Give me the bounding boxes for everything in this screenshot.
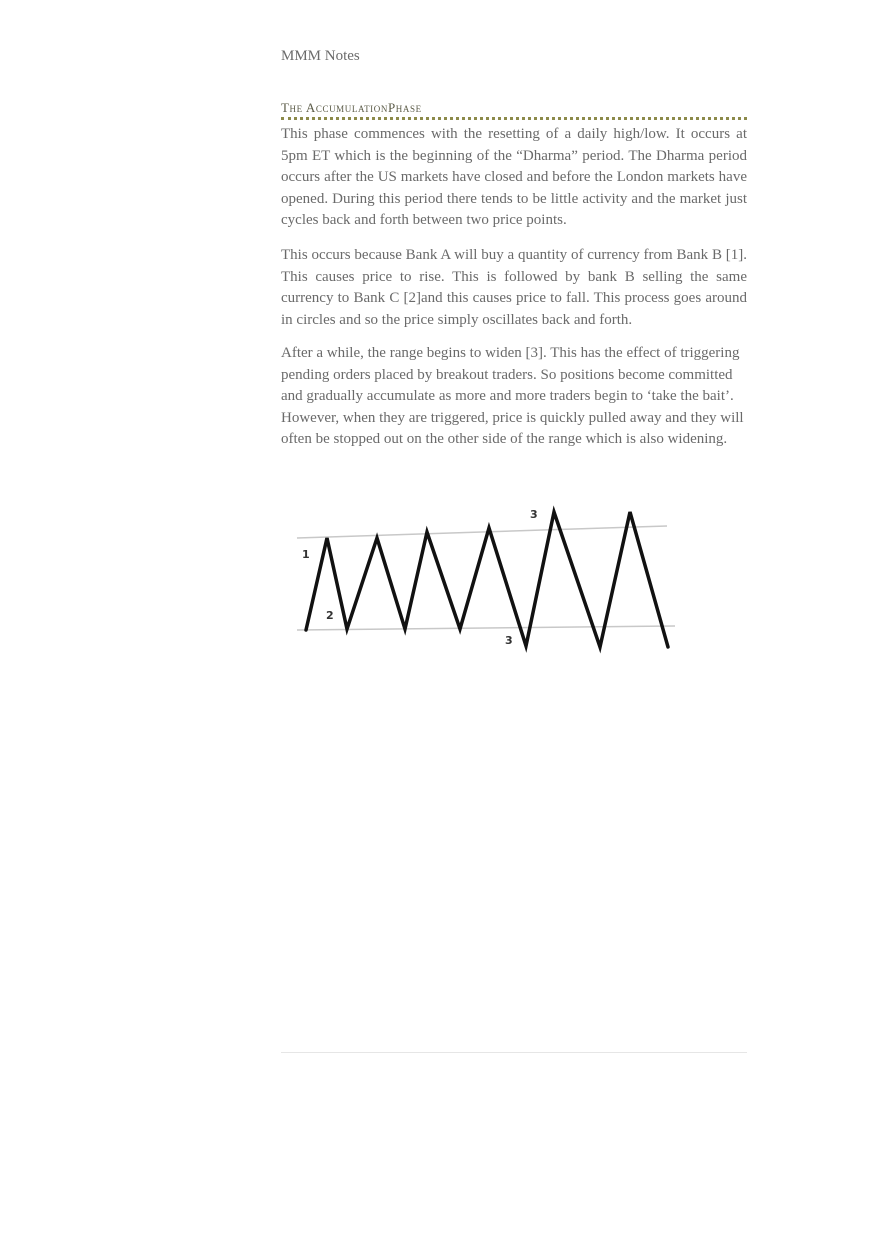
accumulation-zigzag-diagram [292,502,682,657]
label-point-3-bottom: 3 [505,634,513,647]
page-header-title: MMM Notes [281,48,360,64]
section-heading: The AccumulationPhase [281,100,747,120]
lower-range-line [297,626,675,630]
upper-range-line [297,526,667,538]
footer-divider [281,1052,747,1053]
paragraph-dharma-period: This phase commences with the resetting of a daily high/low. It occurs at 5pm ET which is the beginning of the “Dharma” period. The Dharma period occurs after the US markets have closed and before the London markets have opened. During this period there tends to be little activity and the market just cycles back and forth between two price points. [281,126,747,229]
label-point-2: 2 [326,609,334,622]
paragraph-bank-cycle: This occurs because Bank A will buy a quantity of currency from Bank B [1]. This causes price to rise. This is followed by bank B selling the same currency to Bank C [2]and this causes price to fall. This process goes around in circles and so the price simply oscillates back and forth. [281,247,747,328]
label-point-3-top: 3 [530,508,538,521]
label-point-1: 1 [302,548,310,561]
paragraph-range-widening: After a while, the range begins to widen [3]. This has the effect of triggering pending orders placed by breakout traders. So positions become committed and gradually accumulate as more and more traders begin to ‘take the bait’. However, when they are triggered, price is quickly pulled away and they will often be stopped out on the other side of the range which is also widening. [281,345,744,448]
